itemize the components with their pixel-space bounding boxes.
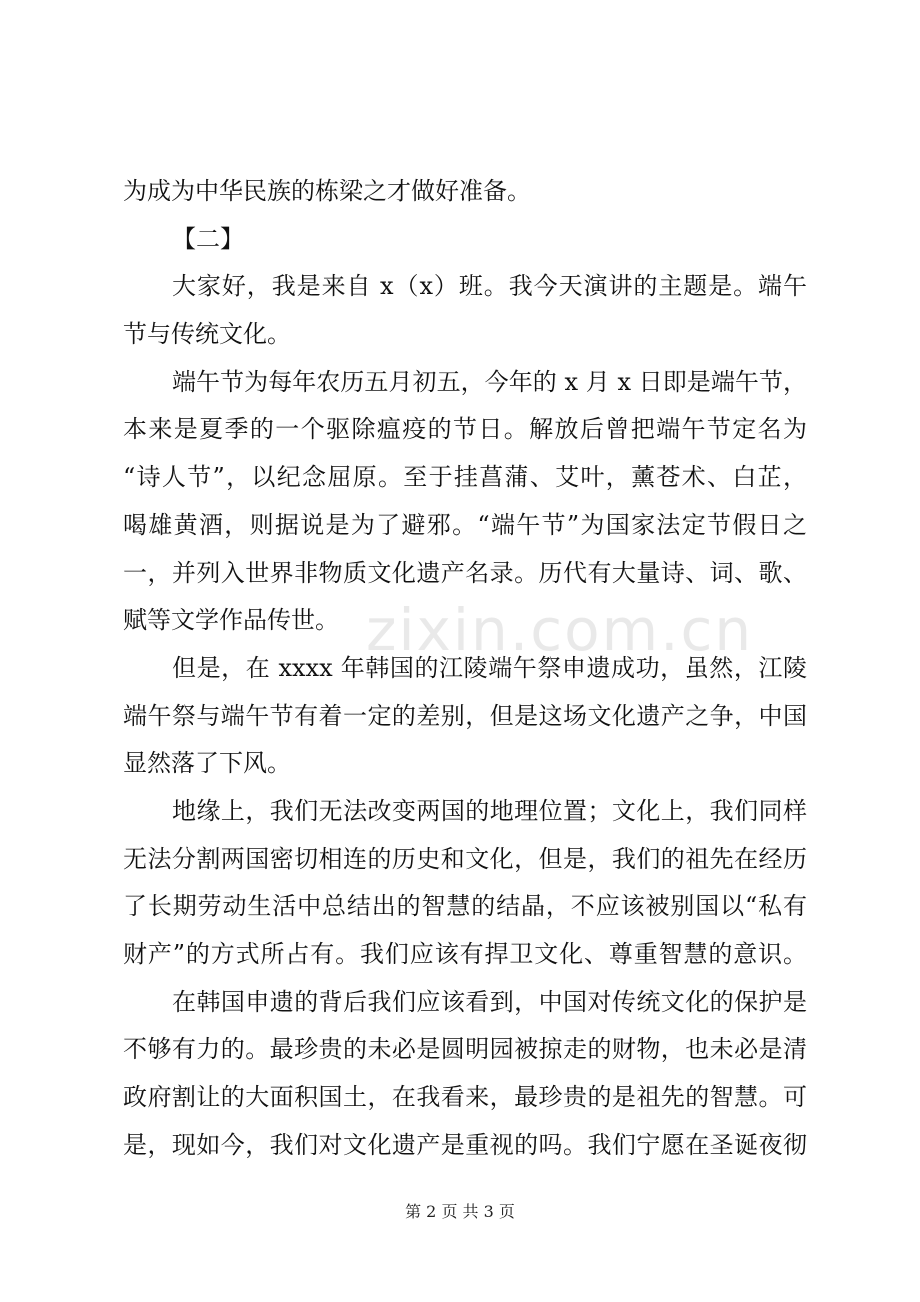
paragraph-line: 本来是夏季的一个驱除瘟疫的节日。解放后曾把端午节定名为 — [123, 415, 807, 444]
paragraph-line: 大家好，我是来自 x（x）班。我今天演讲的主题是。端午 — [172, 272, 807, 301]
paragraph-line: 不够有力的。最珍贵的未必是圆明园被掠走的财物，也未必是清 — [123, 1035, 807, 1064]
paragraph-line: 赋等文学作品传世。 — [123, 606, 339, 635]
paragraph-line: 了长期劳动生活中总结出的智慧的结晶，不应该被别国以“私有 — [123, 892, 807, 921]
text-line: 为成为中华民族的栋梁之才做好准备。 — [123, 177, 531, 205]
paragraph-line: 一，并列入世界非物质文化遗产名录。历代有大量诗、词、歌、 — [123, 558, 807, 587]
paragraph-line: 端午节为每年农历五月初五，今年的 x 月 x 日即是端午节， — [172, 367, 807, 396]
paragraph-line: 在韩国申遗的背后我们应该看到，中国对传统文化的保护是 — [172, 987, 807, 1016]
paragraph-line: 但是，在 xxxx 年韩国的江陵端午祭申遗成功，虽然，江陵 — [172, 653, 807, 682]
page-footer: 第 2 页 共 3 页 — [405, 1202, 515, 1221]
paragraph-line: “诗人节”，以纪念屈原。至于挂菖蒲、艾叶，薰苍术、白芷， — [123, 463, 807, 492]
document-body — [123, 168, 807, 1169]
paragraph-line: 显然落了下风。 — [123, 749, 291, 778]
section-heading: 【二】 — [172, 224, 244, 253]
paragraph-line: 政府割让的大面积国土，在我看来，最珍贵的是祖先的智慧。可 — [123, 1083, 807, 1112]
paragraph-line: 财产”的方式所占有。我们应该有捍卫文化、尊重智慧的意识。 — [123, 940, 807, 968]
watermark: zixin.com.cn — [366, 596, 754, 664]
paragraph-line: 端午祭与端午节有着一定的差别，但是这场文化遗产之争，中国 — [123, 701, 807, 730]
paragraph-line: 节与传统文化。 — [123, 320, 291, 349]
paragraph-line: 地缘上，我们无法改变两国的地理位置；文化上，我们同样 — [172, 796, 807, 825]
paragraph-line: 喝雄黄酒，则据说是为了避邪。“端午节”为国家法定节假日之 — [123, 510, 807, 539]
paragraph-line: 无法分割两国密切相连的历史和文化，但是，我们的祖先在经历 — [123, 844, 807, 873]
paragraph-line: 是，现如今，我们对文化遗产是重视的吗。我们宁愿在圣诞夜彻 — [123, 1130, 807, 1159]
